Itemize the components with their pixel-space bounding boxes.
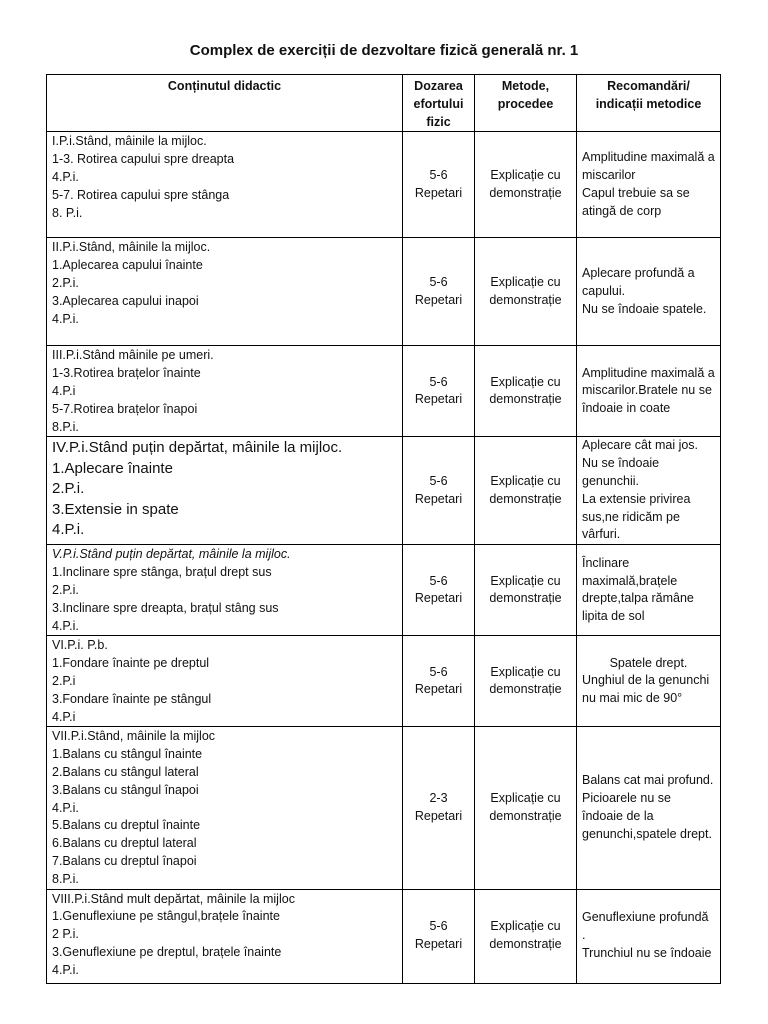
exercise-step: 4.P.i. — [52, 169, 79, 184]
exercise-step: 3.Aplecarea capului inapoi — [52, 293, 199, 308]
document-title: Complex de exerciții de dezvoltare fizică generală nr. 1 — [189, 42, 579, 59]
dose-cell: 5-6 Repetari — [403, 437, 475, 545]
exercise-step: 2.P.i. — [52, 582, 79, 597]
dose-cell: 5-6 Repetari — [403, 346, 475, 437]
exercise-step: 8.P.i. — [52, 419, 79, 434]
exercise-step: 4.P.i. — [52, 311, 79, 326]
exercise-step: 1-3. Rotirea capului spre dreapta — [52, 152, 235, 167]
dose-cell: 5-6 Repetari — [403, 545, 475, 636]
recommendation-text: Aplecare cât mai jos. — [582, 438, 699, 453]
exercise-step: 3.Genuflexiune pe dreptul, brațele înainte — [52, 944, 282, 959]
exercise-step: III.P.i.Stând mâinile pe umeri. — [52, 348, 214, 363]
exercise-content-cell — [47, 889, 403, 983]
recommendation-text: Balans cat mai profund. — [582, 773, 714, 788]
recommendation-cell — [577, 238, 721, 346]
exercise-step: 3.Inclinare spre dreapta, brațul stâng sus — [52, 600, 279, 615]
exercise-step: 2 P.i. — [52, 927, 79, 942]
exercise-step: 8. P.i. — [52, 205, 83, 220]
exercise-step: IV.P.i.Stând puțin depărtat, mâinile la mijloc. — [52, 439, 343, 457]
recommendation-cell — [577, 636, 721, 727]
recommendation-text: La extensie privirea sus,ne ridicăm pe vârfuri. — [582, 491, 691, 542]
exercise-table — [46, 74, 721, 984]
method-cell: Explicație cu demonstrație — [475, 346, 577, 437]
recommendation-text: Picioarele nu se îndoaie de la genunchi,spatele drept. — [582, 791, 712, 841]
method-cell: Explicație cu demonstrație — [475, 238, 577, 346]
dose-cell: 5-6 Repetari — [403, 238, 475, 346]
table-row — [47, 132, 721, 238]
recommendation-cell — [577, 132, 721, 238]
exercise-step: VI.P.i. P.b. — [52, 638, 108, 653]
exercise-step: 5.Balans cu dreptul înainte — [52, 818, 201, 833]
recommendation-cell — [577, 727, 721, 889]
recommendation-text: Capul trebuie sa se atingă de corp — [582, 185, 690, 218]
recommendation-text: Amplitudine maximală a miscarilor — [582, 150, 715, 183]
recommendation-text: Nu se îndoaie genunchii. — [582, 456, 660, 489]
exercise-step: 5-7. Rotirea capului spre stânga — [52, 187, 230, 202]
exercise-step: V.P.i.Stând puțin depărtat, mâinile la mijloc. — [52, 547, 291, 562]
exercise-step: 1.Balans cu stângul înainte — [52, 747, 203, 762]
exercise-step: 4.P.i. — [52, 800, 79, 815]
table-row — [47, 636, 721, 727]
exercise-step: 1-3.Rotirea brațelor înainte — [52, 366, 201, 381]
recommendation-text: Înclinare maximală,brațele drepte,talpa rămâne lipita de sol — [582, 555, 694, 624]
exercise-step: 1.Fondare înainte pe dreptul — [52, 656, 210, 671]
recommendation-text: Genuflexiune profundă . — [582, 910, 709, 943]
exercise-step: 4.P.i. — [52, 521, 85, 539]
recommendation-cell — [577, 545, 721, 636]
exercise-step: 8.P.i. — [52, 871, 79, 886]
recommendation-cell — [577, 346, 721, 437]
exercise-step: 3.Balans cu stângul înapoi — [52, 782, 199, 797]
exercise-step: 1.Aplecare înainte — [52, 459, 173, 477]
header-content: Conținutul didactic — [47, 75, 403, 132]
exercise-step: 7.Balans cu dreptul înapoi — [52, 853, 197, 868]
exercise-content-cell — [47, 132, 403, 238]
exercise-content-cell — [47, 636, 403, 727]
exercise-step: 4.P.i. — [52, 962, 79, 977]
exercise-content-cell — [47, 238, 403, 346]
exercise-content-cell — [47, 437, 403, 545]
recommendation-text: Amplitudine maximală a miscarilor.Bratele nu se îndoaie in coate — [582, 365, 715, 416]
exercise-step: 4.P.i — [52, 709, 76, 724]
method-cell: Explicație cu demonstrație — [475, 437, 577, 545]
dose-cell: 5-6 Repetari — [403, 636, 475, 727]
recommendation-text: Aplecare profundă a capului. — [582, 266, 695, 298]
table-header-row — [47, 75, 721, 132]
method-cell: Explicație cu demonstrație — [475, 889, 577, 983]
exercise-content-cell — [47, 545, 403, 636]
table-row — [47, 346, 721, 437]
exercise-step: 3.Extensie in spate — [52, 500, 179, 518]
dose-cell: 5-6 Repetari — [403, 889, 475, 983]
exercise-step: 5-7.Rotirea brațelor înapoi — [52, 401, 198, 416]
exercise-step: II.P.i.Stând, mâinile la mijloc. — [52, 240, 211, 255]
method-cell: Explicație cu demonstrație — [475, 545, 577, 636]
exercise-step: 2.Balans cu stângul lateral — [52, 764, 199, 779]
recommendation-text: Trunchiul nu se îndoaie — [582, 945, 712, 960]
exercise-content-cell — [47, 346, 403, 437]
exercise-step: 1.Genuflexiune pe stângul,brațele înainte — [52, 909, 280, 924]
exercise-step: I.P.i.Stând, mâinile la mijloc. — [52, 134, 207, 149]
exercise-step: 2.P.i. — [52, 275, 79, 290]
exercise-step: 2.P.i — [52, 673, 76, 688]
exercise-step: 4.P.i — [52, 383, 76, 398]
recommendation-text: Spatele drept. — [609, 655, 688, 670]
dose-cell: 5-6 Repetari — [403, 132, 475, 238]
method-cell: Explicație cu demonstrație — [475, 727, 577, 889]
table-row — [47, 889, 721, 983]
table-row — [47, 238, 721, 346]
exercise-step: 6.Balans cu dreptul lateral — [52, 836, 197, 851]
exercise-step: VII.P.i.Stând, mâinile la mijloc — [52, 729, 216, 744]
dose-cell: 2-3 Repetari — [403, 727, 475, 889]
method-cell: Explicație cu demonstrație — [475, 636, 577, 727]
exercise-step: 1.Inclinare spre stânga, brațul drept sus — [52, 565, 272, 580]
exercise-step: 3.Fondare înainte pe stângul — [52, 691, 212, 706]
exercise-step: 1.Aplecarea capului înainte — [52, 258, 203, 273]
exercise-step: VIII.P.i.Stând mult depărtat, mâinile la mijloc — [52, 891, 295, 906]
header-recommendations: Recomandări/ indicații metodice — [577, 75, 721, 132]
exercise-step: 2.P.i. — [52, 480, 85, 498]
table-row — [47, 545, 721, 636]
table-row — [47, 437, 721, 545]
recommendation-cell — [577, 889, 721, 983]
recommendation-text: Nu se îndoaie spatele. — [582, 301, 707, 316]
header-method: Metode, procedee — [475, 75, 577, 132]
recommendation-cell — [577, 437, 721, 545]
exercise-step: 4.P.i. — [52, 618, 79, 633]
header-dose: Dozarea efortului fizic — [403, 75, 475, 132]
table-row — [47, 727, 721, 889]
method-cell: Explicație cu demonstrație — [475, 132, 577, 238]
recommendation-text: Unghiul de la genunchi nu mai mic de 90° — [582, 673, 710, 706]
exercise-content-cell — [47, 727, 403, 889]
